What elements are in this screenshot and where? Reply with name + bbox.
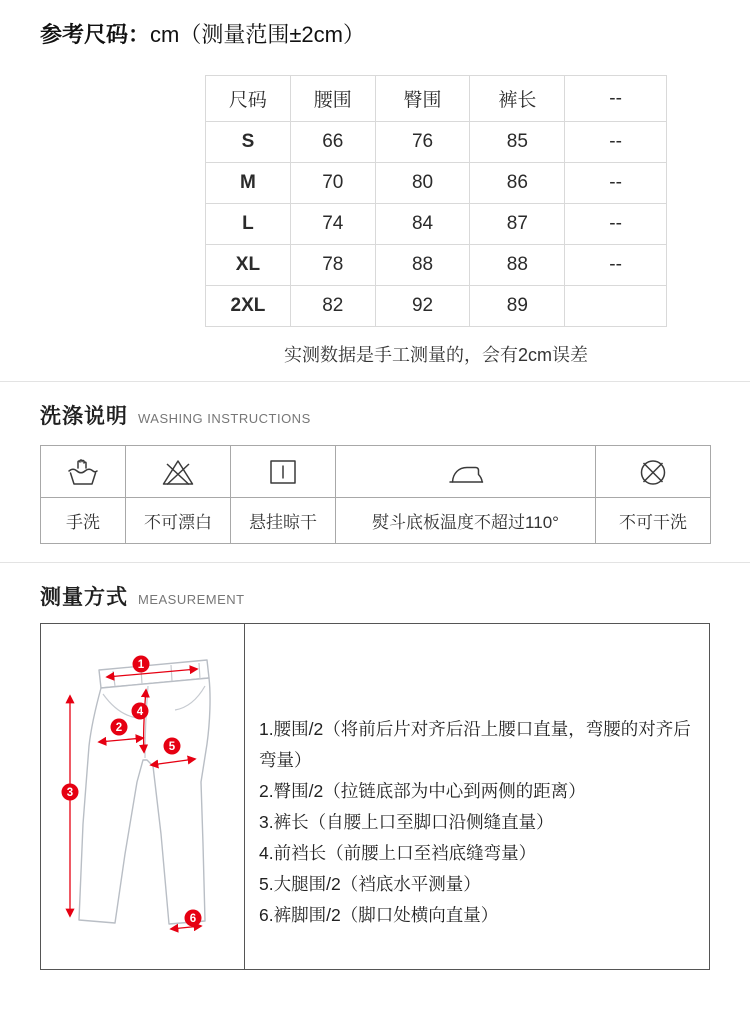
waist-col-header: 腰围 — [290, 76, 375, 122]
size-row-l — [206, 204, 667, 245]
svg-text:4: 4 — [136, 706, 144, 718]
instruction-line: 1.腰围/2（将前后片对齐后沿上腰口直量，弯腰的对齐后弯量） — [259, 719, 691, 770]
marker-5 — [164, 738, 181, 755]
hip-cell: 88 — [375, 245, 470, 286]
size-cell: XL — [206, 245, 291, 286]
length-cell: 87 — [470, 204, 565, 245]
washing-icons-row — [41, 446, 711, 498]
waist-cell: 78 — [290, 245, 375, 286]
measurement-instructions — [245, 624, 709, 969]
section-divider — [0, 381, 750, 382]
size-table-wrap — [205, 75, 667, 367]
svg-text:2: 2 — [115, 722, 123, 734]
size-row-s — [206, 122, 667, 163]
extra-cell: -- — [565, 163, 667, 204]
measurement-box — [40, 623, 710, 970]
hang-dry-icon — [265, 457, 301, 487]
marker-2 — [111, 719, 128, 736]
length-cell: 85 — [470, 122, 565, 163]
iron-max-110-icon — [447, 457, 485, 487]
size-section-subtitle: cm（测量范围±2cm） — [150, 22, 365, 47]
size-table — [205, 75, 667, 327]
section-divider — [0, 562, 750, 563]
length-cell: 88 — [470, 245, 565, 286]
hip-cell: 76 — [375, 122, 470, 163]
hand-wash-label: 手洗 — [41, 498, 126, 544]
size-row-m — [206, 163, 667, 204]
hand-wash-icon — [65, 457, 101, 487]
extra-cell: -- — [565, 204, 667, 245]
waist-cell: 82 — [290, 286, 375, 327]
svg-text:5: 5 — [168, 741, 176, 753]
extra-col-header: -- — [565, 76, 667, 122]
measurement-section-subtitle: MEASUREMENT — [138, 592, 245, 607]
no-bleach-label: 不可漂白 — [126, 498, 231, 544]
measurement-section-header — [40, 581, 750, 611]
size-cell: 2XL — [206, 286, 291, 327]
no-dry-clean-label: 不可干洗 — [596, 498, 711, 544]
hang-dry-cell — [231, 446, 336, 498]
hip-cell: 84 — [375, 204, 470, 245]
size-cell: L — [206, 204, 291, 245]
washing-section-title: 洗涤说明 — [40, 405, 128, 428]
marker-3 — [62, 784, 79, 801]
waist-cell: 70 — [290, 163, 375, 204]
washing-section-subtitle: WASHING INSTRUCTIONS — [138, 411, 311, 426]
instruction-line: 4.前裆长（前腰上口至裆底缝弯量） — [259, 843, 537, 863]
marker-1 — [133, 656, 150, 673]
svg-text:3: 3 — [66, 787, 74, 799]
length-cell: 89 — [470, 286, 565, 327]
size-section-title: 参考尺码： — [40, 22, 151, 47]
waist-cell: 74 — [290, 204, 375, 245]
size-cell: S — [206, 122, 291, 163]
no-dry-clean-icon — [635, 457, 671, 487]
hand-wash-cell — [41, 446, 126, 498]
svg-text:6: 6 — [189, 913, 197, 925]
size-row-2xl — [206, 286, 667, 327]
hip-col-header: 臀围 — [375, 76, 470, 122]
size-cell: M — [206, 163, 291, 204]
hip-cell: 80 — [375, 163, 470, 204]
measurement-section-title: 测量方式 — [40, 586, 128, 609]
iron-cell — [336, 446, 596, 498]
instruction-line: 6.裤脚围/2（脚口处横向直量） — [259, 905, 499, 925]
pants-diagram-panel — [41, 624, 245, 969]
extra-cell: -- — [565, 122, 667, 163]
extra-cell: -- — [565, 245, 667, 286]
washing-table — [40, 445, 711, 544]
instruction-line: 5.大腿围/2（裆底水平测量） — [259, 874, 481, 894]
pants-outline — [79, 660, 210, 924]
instruction-line: 2.臀围/2（拉链底部为中心到两侧的距离） — [259, 781, 586, 801]
instruction-line: 3.裤长（自腰上口至脚口沿侧缝直量） — [259, 812, 554, 832]
hang-dry-label: 悬挂晾干 — [231, 498, 336, 544]
washing-section-header — [40, 400, 750, 430]
measurement-tolerance-note: 实测数据是手工测量的，会有2cm误差 — [283, 345, 588, 365]
svg-text:1: 1 — [137, 659, 145, 671]
size-section-header — [40, 18, 750, 49]
size-col-header: 尺码 — [206, 76, 291, 122]
no-bleach-cell — [126, 446, 231, 498]
extra-cell — [565, 286, 667, 327]
size-row-xl — [206, 245, 667, 286]
hip-cell: 92 — [375, 286, 470, 327]
iron-max-110-label: 熨斗底板温度不超过110° — [336, 498, 596, 544]
pants-diagram — [41, 624, 243, 969]
washing-labels-row — [41, 498, 711, 544]
marker-6 — [185, 910, 202, 927]
length-cell: 86 — [470, 163, 565, 204]
no-bleach-icon — [160, 457, 196, 487]
no-dry-clean-cell — [596, 446, 711, 498]
waist-cell: 66 — [290, 122, 375, 163]
marker-4 — [132, 703, 149, 720]
size-table-header-row — [206, 76, 667, 122]
length-col-header: 裤长 — [470, 76, 565, 122]
